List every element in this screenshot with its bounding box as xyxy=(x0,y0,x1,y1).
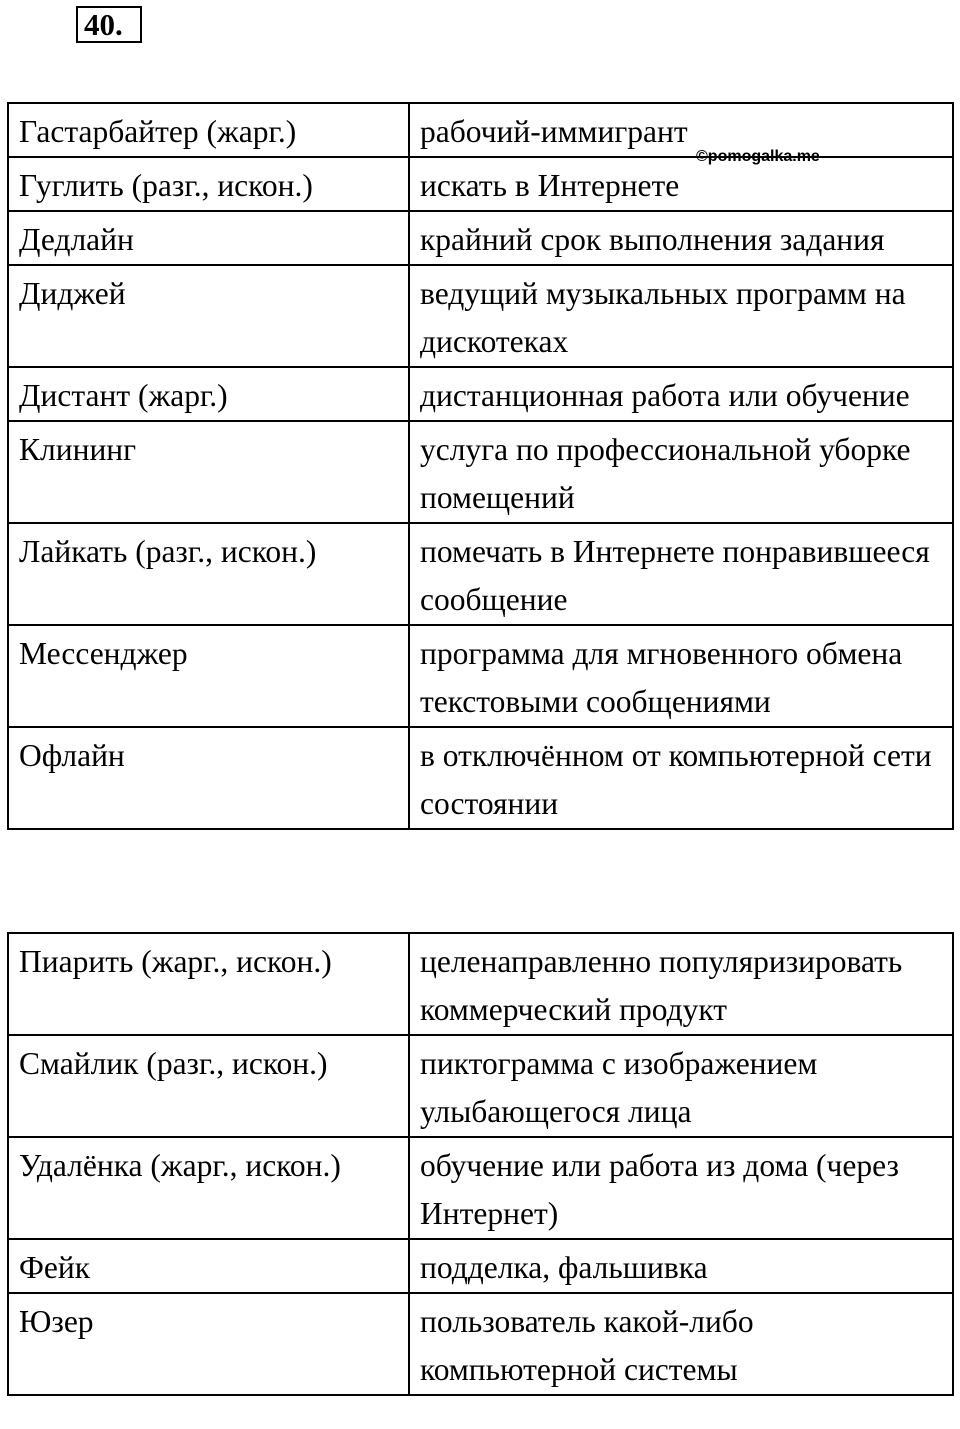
term-cell: Мессенджер xyxy=(8,625,409,727)
definition-cell: обучение или работа из дома (через Интернет) xyxy=(409,1137,953,1239)
definition-cell: дистанционная работа или обучение xyxy=(409,367,953,421)
term-cell: Офлайн xyxy=(8,727,409,829)
definition-cell: помечать в Интернете понравившееся сообщение xyxy=(409,523,953,625)
term-cell: Гуглить (разг., искон.) xyxy=(8,157,409,211)
table-row xyxy=(8,1293,953,1395)
definition-cell: программа для мгновенного обмена текстовыми сообщениями xyxy=(409,625,953,727)
term-cell: Лайкать (разг., искон.) xyxy=(8,523,409,625)
term-cell: Дистант (жарг.) xyxy=(8,367,409,421)
definition-cell: пользователь какой-либо компьютерной системы xyxy=(409,1293,953,1395)
table-row xyxy=(8,933,953,1035)
table-row xyxy=(8,157,953,211)
table-row xyxy=(8,421,953,523)
glossary-table-bottom xyxy=(7,932,954,1396)
term-cell: Дедлайн xyxy=(8,211,409,265)
watermark: ©pomogalka.me xyxy=(696,148,820,165)
term-cell: Гастарбайтер (жарг.) xyxy=(8,103,409,157)
term-cell: Фейк xyxy=(8,1239,409,1293)
table-row xyxy=(8,1239,953,1293)
definition-cell: крайний срок выполнения задания xyxy=(409,211,953,265)
table-row xyxy=(8,625,953,727)
term-cell: Юзер xyxy=(8,1293,409,1395)
table-row xyxy=(8,523,953,625)
definition-cell: ведущий музыкальных программ на дискотеках xyxy=(409,265,953,367)
glossary-table-top xyxy=(7,102,954,830)
definition-cell: целенаправленно популяризировать коммерческий продукт xyxy=(409,933,953,1035)
table-row xyxy=(8,1137,953,1239)
task-number: 40. xyxy=(76,6,142,43)
term-cell: Пиарить (жарг., искон.) xyxy=(8,933,409,1035)
table-row xyxy=(8,103,953,157)
term-cell: Клининг xyxy=(8,421,409,523)
table-row xyxy=(8,367,953,421)
definition-cell: услуга по профессиональной уборке помещений xyxy=(409,421,953,523)
table-row xyxy=(8,727,953,829)
definition-cell: в отключённом от компьютерной сети состоянии xyxy=(409,727,953,829)
table-row xyxy=(8,211,953,265)
table-row xyxy=(8,1035,953,1137)
table-row xyxy=(8,265,953,367)
definition-cell: подделка, фальшивка xyxy=(409,1239,953,1293)
term-cell: Удалёнка (жарг., искон.) xyxy=(8,1137,409,1239)
term-cell: Смайлик (разг., искон.) xyxy=(8,1035,409,1137)
definition-cell: искать в Интернете xyxy=(409,157,953,211)
term-cell: Диджей xyxy=(8,265,409,367)
definition-cell: рабочий-иммигрант xyxy=(409,103,953,157)
definition-cell: пиктограмма с изображением улыбающегося лица xyxy=(409,1035,953,1137)
